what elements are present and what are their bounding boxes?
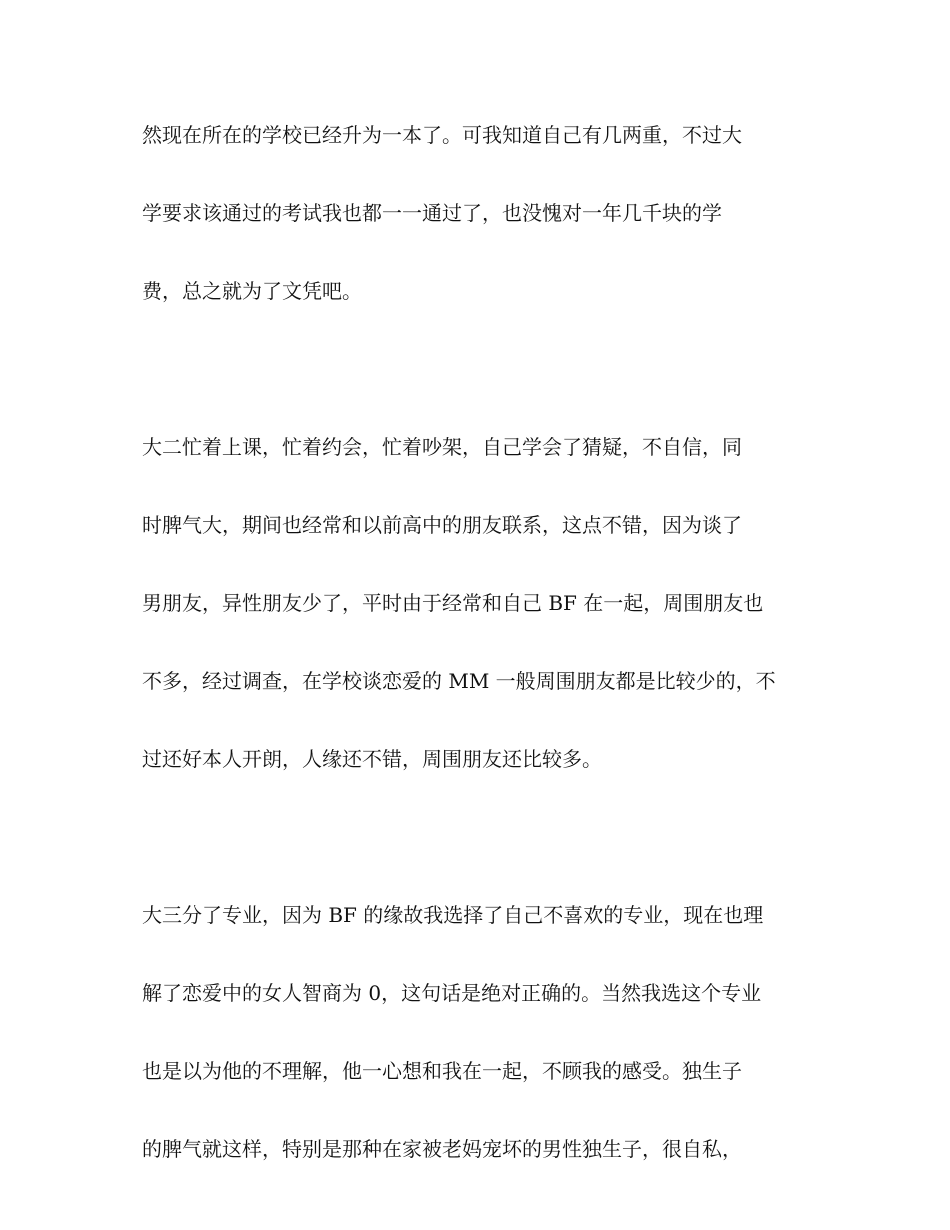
paragraph-3: [142, 902, 822, 1162]
text-line: 解了恋爱中的女人智商为 0，这句话是绝对正确的。当然我选这个专业: [142, 981, 762, 1005]
text-line: 的脾气就这样，特别是那种在家被老妈宠坏的男性独生子，很自私，: [142, 1137, 742, 1161]
text-line: 大二忙着上课，忙着约会，忙着吵架，自己学会了猜疑，不自信，同: [142, 435, 742, 459]
paragraph-1: [142, 122, 822, 304]
text-line: 学要求该通过的考试我也都一一通过了，也没愧对一年几千块的学: [142, 201, 722, 225]
text-line: 男朋友，异性朋友少了，平时由于经常和自己 BF 在一起，周围朋友也: [142, 591, 764, 615]
text-line: 然现在所在的学校已经升为一本了。可我知道自己有几两重，不过大: [142, 123, 742, 147]
text-line: 也是以为他的不理解，他一心想和我在一起，不顾我的感受。独生子: [142, 1059, 742, 1083]
document-body: [142, 122, 822, 1162]
text-line: 费，总之就为了文凭吧。: [142, 279, 362, 303]
text-line: 时脾气大，期间也经常和以前高中的朋友联系，这点不错，因为谈了: [142, 513, 742, 537]
text-line: 不多，经过调查，在学校谈恋爱的 MM 一般周围朋友都是比较少的，不: [142, 669, 776, 693]
paragraph-2: [142, 434, 822, 772]
text-line: 大三分了专业，因为 BF 的缘故我选择了自己不喜欢的专业，现在也理: [142, 903, 764, 927]
text-line: 过还好本人开朗，人缘还不错，周围朋友还比较多。: [142, 747, 602, 771]
